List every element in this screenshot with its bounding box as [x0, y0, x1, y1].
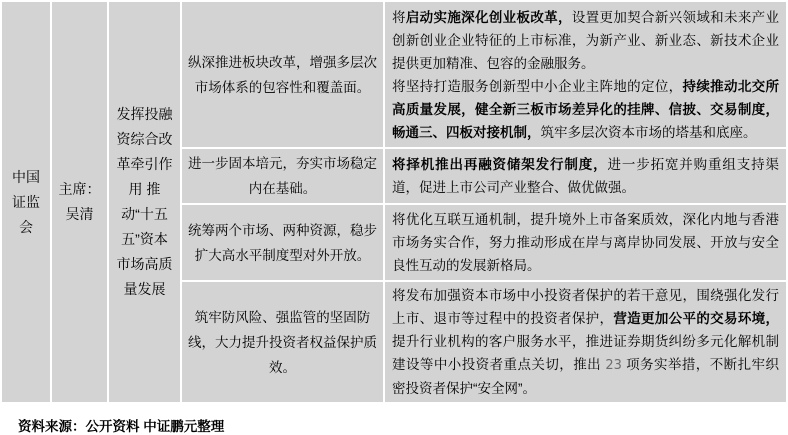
org-cell: 中国证监会	[1, 1, 51, 403]
detail-cell-3	[384, 204, 787, 281]
detail-paragraph: 将坚持打造服务创新型中小企业主阵地的定位，持续推动北交所高质量发展，健全新三板市场差异化的挂牌、信披、交易制度，畅通三、四板对接机制，筑牢多层次资本市场的塔基和底座。	[392, 78, 779, 140]
detail-cell-4	[384, 281, 787, 403]
measure-cell-4: 筑牢防风险、强监管的坚固防线，大力提升投资者权益保护质效。	[181, 281, 384, 403]
measure-cell-2: 进一步固本培元，夯实市场稳定内在基础。	[181, 148, 384, 204]
detail-paragraph: 将发布加强资本市场中小投资者保护的若干意见，围绕强化发行上市、退市等过程中的投资者保护，营造更加公平的交易环境，提升行业机构的客户服务水平，推进证券期货纠纷多元化解机制建设等中小投资者重点关切，推出 23 项务实举措，不断扎牢织密投资者保护“安全网”。	[392, 288, 780, 396]
detail-paragraph: 将优化互联互通机制，提升境外上市备案质效，深化内地与香港市场务实合作，努力推动形成在岸与离岸协同发展、开放与安全良性互动的发展新格局。	[392, 212, 779, 273]
detail-cell-1	[384, 1, 787, 148]
leader-cell: 主席：吴清	[51, 1, 108, 403]
detail-paragraph: 将择机推出再融资储架发行制度，进一步拓宽并购重组支持渠道，促进上市公司产业整合、做优做强。	[392, 157, 780, 195]
measure-cell-3: 统筹两个市场、两种资源，稳步扩大高水平制度型对外开放。	[181, 204, 384, 281]
detail-paragraph: 将启动实施深化创业板改革，设置更加契合新兴领域和未来产业创新创业企业特征的上市标准，为新产业、新业态、新技术企业提供更加精准、包容的金融服务。	[392, 9, 780, 71]
theme-cell: 发挥投融资综合改革牵引作用 推动“十五五”资本市场高质量发展	[108, 1, 181, 403]
table-row	[1, 1, 787, 148]
source-note: 资料来源：公开资料 中证鹏元整理	[18, 419, 225, 434]
measure-cell-1: 纵深推进板块改革，增强多层次市场体系的包容性和覆盖面。	[181, 1, 384, 148]
detail-cell-2	[384, 148, 787, 204]
